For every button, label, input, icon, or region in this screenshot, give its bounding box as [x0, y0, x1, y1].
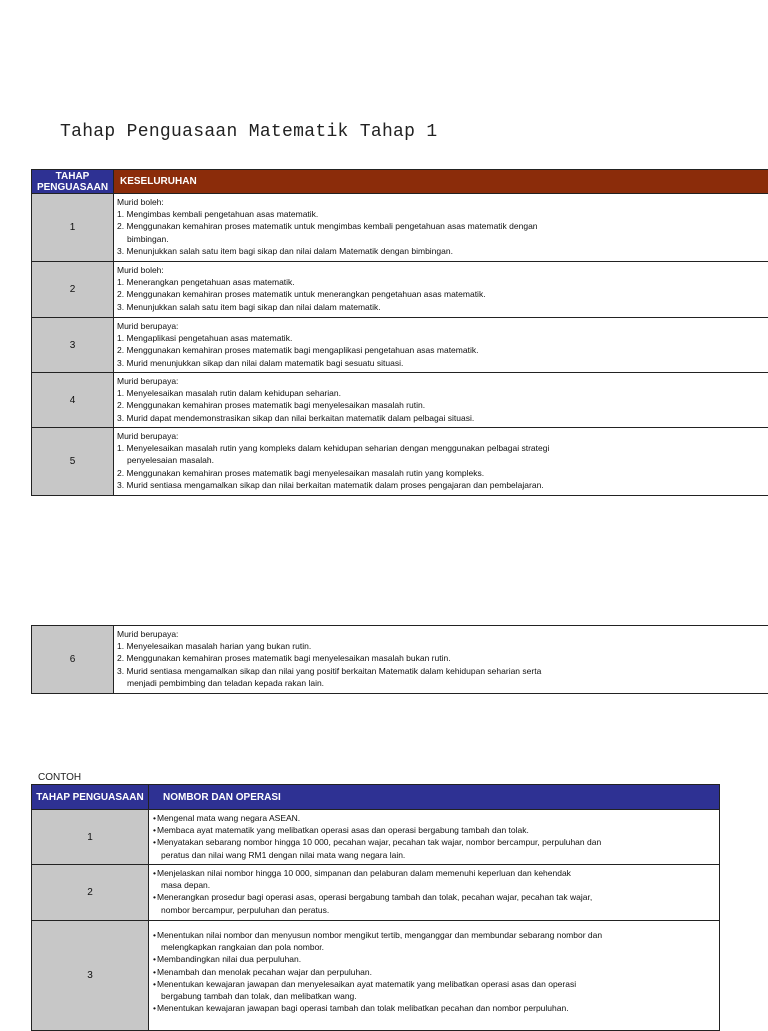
level-cell: 4	[32, 373, 114, 428]
table-row	[32, 194, 768, 262]
description-cell: Murid berupaya: 1. Menyelesaikan masalah harian yang bukan rutin. 2. Menggunakan kemahiran proses matematik bagi menyelesaikan masalah bukan rutin. 3. Murid sentiasa mengamalkan sikap dan nilai yang positif berkaitan Matematik dalam kehidupan seharian serta menjadi pembimbing dan teladan kepada rakan lain.	[114, 626, 768, 694]
description-cell: Murid boleh: 1. Menerangkan pengetahuan asas matematik. 2. Menggunakan kemahiran proses matematik untuk menerangkan pengetahuan asas matematik. 3. Menunjukkan salah satu item bagi sikap dan nilai dalam matematik.	[114, 262, 768, 318]
table-row	[32, 428, 768, 496]
mastery-table-overall	[31, 169, 768, 496]
description-cell: • Mengenal mata wang negara ASEAN. • Membaca ayat matematik yang melibatkan operasi asas dan operasi bergabung tambah dan tolak. • Menyatakan sebarang nombor hingga 10 000, pecahan wajar, pecahan tak wajar, nombor bercampur, perpuluhan dan peratus dan nilai wang RM1 dengan nilai mata wang negara lain.	[149, 810, 720, 865]
table-row	[32, 865, 720, 921]
table-row	[32, 626, 768, 694]
table-row	[32, 921, 720, 1031]
mastery-table-continuation	[31, 625, 768, 694]
level-cell: 5	[32, 428, 114, 496]
page-title: Tahap Penguasaan Matematik Tahap 1	[60, 122, 437, 142]
level-cell: 3	[32, 921, 149, 1031]
description-cell: Murid berupaya: 1. Mengaplikasi pengetahuan asas matematik. 2. Menggunakan kemahiran proses matematik bagi mengaplikasi pengetahuan asas matematik. 3. Murid menunjukkan sikap dan nilai dalam matematik bagi sesuatu situasi.	[114, 318, 768, 373]
table-row	[32, 262, 768, 318]
description-cell: Murid berupaya: 1. Menyelesaikan masalah rutin yang kompleks dalam kehidupan seharian dengan menggunakan pelbagai strategi penyelesaian masalah. 2. Menggunakan kemahiran proses matematik bagi menyelesaikan masalah rutin yang kompleks. 3. Murid sentiasa mengamalkan sikap dan nilai berkaitan matematik dalam proses pengajaran dan pembelajaran.	[114, 428, 768, 496]
description-cell: • Menjelaskan nilai nombor hingga 10 000, simpanan dan pelaburan dalam memenuhi keperluan dan kehendak masa depan. • Menerangkan prosedur bagi operasi asas, operasi bergabung tambah dan tolak, pecahan wajar, pecahan tak wajar, nombor bercampur, perpuluhan dan peratus.	[149, 865, 720, 921]
example-table-number-operations	[31, 784, 720, 1031]
description-cell: • Menentukan nilai nombor dan menyusun nombor mengikut tertib, menganggar dan membundar sebarang nombor dan melengkapkan rangkaian dan pola nombor. • Membandingkan nilai dua perpuluhan. • Menambah dan menolak pecahan wajar dan perpuluhan. • Menentukan kewajaran jawapan dan menyelesaikan ayat matematik yang melibatkan operasi asas dan operasi bergabung tambah dan tolak, dan melibatkan wang. • Menentukan kewajaran jawapan bagi operasi tambah dan tolak melibatkan pecahan dan nombor perpuluhan.	[149, 921, 720, 1031]
description-cell: Murid boleh: 1. Mengimbas kembali pengetahuan asas matematik. 2. Menggunakan kemahiran proses matematik untuk mengimbas kembali pengetahuan asas matematik dengan bimbingan. 3. Menunjukkan salah satu item bagi sikap dan nilai dalam Matematik dengan bimbingan.	[114, 194, 768, 262]
table-row	[32, 810, 720, 865]
level-cell: 3	[32, 318, 114, 373]
header-number-operations: NOMBOR DAN OPERASI	[149, 785, 720, 810]
header-overall: KESELURUHAN	[114, 170, 768, 194]
table-row	[32, 318, 768, 373]
level-cell: 2	[32, 865, 149, 921]
table-row	[32, 373, 768, 428]
header-level: TAHAP PENGUASAAN	[32, 170, 114, 194]
header-level: TAHAP PENGUASAAN	[32, 785, 149, 810]
level-cell: 2	[32, 262, 114, 318]
example-label: CONTOH	[38, 772, 81, 783]
level-cell: 6	[32, 626, 114, 694]
description-cell: Murid berupaya: 1. Menyelesaikan masalah rutin dalam kehidupan seharian. 2. Menggunakan kemahiran proses matematik bagi menyelesaikan masalah rutin. 3. Murid dapat mendemonstrasikan sikap dan nilai berkaitan matematik dalam pelbagai situasi.	[114, 373, 768, 428]
level-cell: 1	[32, 810, 149, 865]
level-cell: 1	[32, 194, 114, 262]
